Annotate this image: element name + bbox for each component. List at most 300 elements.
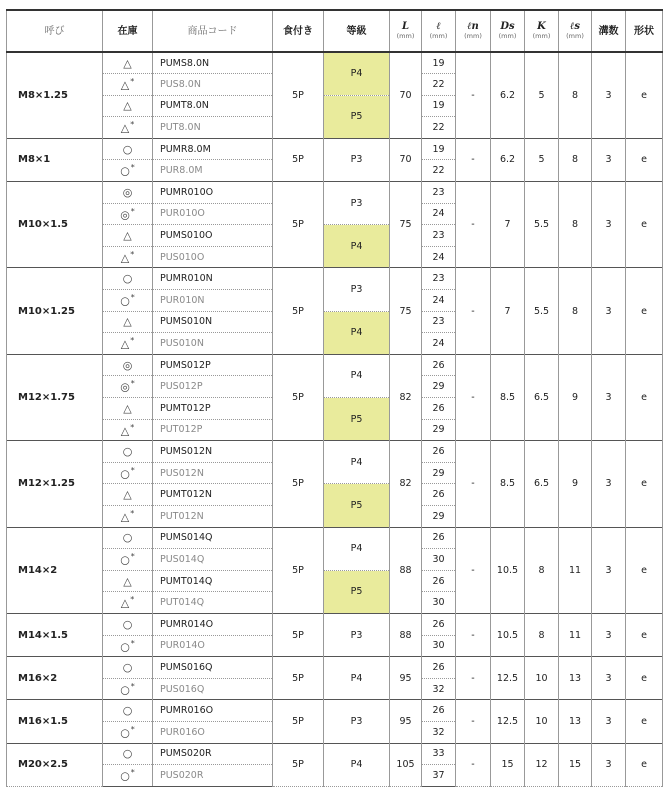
stock-note-star: * [130,595,135,605]
l-value: 19 [422,138,456,160]
stock-symbol: ◎ [122,185,133,199]
stock-note-star: * [130,552,135,562]
ln-value: - [456,613,491,656]
ls-value: 11 [559,613,592,656]
Ds-value: 10.5 [491,613,525,656]
stock-symbol: ◎ [120,381,130,395]
flutes-value: 3 [592,657,626,700]
stock-symbol: ○ [122,704,133,718]
l-value: 19 [422,95,456,117]
grade-value: P4 [324,52,390,95]
spec-body [7,52,663,787]
stock-note-star: * [130,724,135,734]
header-Ds-symbol: Ds [500,21,515,33]
stock-symbol: △ [120,121,130,135]
header-K-symbol: K [537,21,546,33]
l-value: 26 [422,613,456,635]
stock-symbol: △ [123,56,132,70]
ln-value: - [456,52,491,138]
stock-mark [103,484,153,506]
stock-note-star: * [130,163,135,173]
table-row [7,268,663,290]
K-value: 6.5 [525,441,559,527]
stock-symbol: △ [120,424,130,438]
stock-symbol: △ [123,315,132,329]
grade-value: P4 [324,311,390,354]
stock-note-star: * [130,508,135,518]
stock-mark [103,549,153,571]
L-value: 105 [390,743,422,787]
stock-mark [103,721,153,743]
stock-mark [103,333,153,355]
product-code: PUS8.0N [153,74,273,96]
stock-note-star: * [130,422,135,432]
grade-value: P5 [324,570,390,613]
grade-value: P3 [324,700,390,743]
shape-value: e [626,657,663,700]
stock-symbol: ○ [120,726,130,740]
product-code: PUR010N [153,290,273,312]
stock-mark [103,419,153,441]
L-value: 70 [390,52,422,138]
L-value: 75 [390,182,422,268]
product-code: PUMS014Q [153,527,273,549]
K-value: 6.5 [525,354,559,440]
table-row [7,138,663,160]
size-name: M14×2 [7,527,103,613]
l-value: 32 [422,721,456,743]
size-name: M20×2.5 [7,743,103,787]
grade-value: P3 [324,138,390,181]
K-value: 5.5 [525,182,559,268]
product-code: PUS012P [153,376,273,398]
table-row [7,354,663,376]
K-value: 12 [525,743,559,787]
grade-value: P4 [324,527,390,570]
stock-note-star: * [130,120,135,130]
header-L-unit: (mm) [396,32,415,41]
Ds-value: 7 [491,182,525,268]
stock-symbol: ○ [122,142,133,156]
stock-symbol: ○ [120,467,130,481]
ln-value: - [456,138,491,181]
L-value: 82 [390,354,422,440]
Ds-value: 6.2 [491,52,525,138]
product-code: PUR010O [153,203,273,225]
product-code: PUMS010O [153,225,273,247]
header-ln-unit: (mm) [464,32,482,41]
stock-symbol: ○ [122,272,133,286]
product-code: PUS020R [153,765,273,787]
stock-symbol: ○ [120,294,130,308]
K-value: 10 [525,700,559,743]
stock-mark [103,160,153,182]
stock-mark [103,657,153,679]
l-value: 26 [422,527,456,549]
stock-symbol: △ [123,574,132,588]
l-value: 32 [422,678,456,700]
feed-value: 5P [273,657,324,700]
header-ln [456,10,491,52]
stock-note-star: * [130,465,135,475]
l-value: 24 [422,290,456,312]
header-row [7,10,663,52]
product-code: PUMT014Q [153,570,273,592]
shape-value: e [626,613,663,656]
K-value: 8 [525,527,559,613]
K-value: 5.5 [525,268,559,354]
feed-value: 5P [273,138,324,181]
stock-note-star: * [130,336,135,346]
stock-symbol: △ [123,401,132,415]
header-K [525,10,559,52]
product-code: PUT8.0N [153,117,273,139]
stock-mark [103,311,153,333]
product-code: PUMR010N [153,268,273,290]
l-value: 26 [422,398,456,420]
ls-value: 8 [559,138,592,181]
product-code: PUMS012N [153,441,273,463]
Ds-value: 15 [491,743,525,787]
header-l-symbol: ℓ [436,21,441,33]
ln-value: - [456,182,491,268]
table-row [7,657,663,679]
stock-mark [103,613,153,635]
product-code: PUMS010N [153,311,273,333]
L-value: 70 [390,138,422,181]
L-value: 95 [390,657,422,700]
K-value: 8 [525,613,559,656]
flutes-value: 3 [592,268,626,354]
L-value: 75 [390,268,422,354]
stock-symbol: △ [120,251,130,265]
shape-value: e [626,354,663,440]
grade-value: P4 [324,354,390,397]
spec-table [6,9,663,787]
stock-mark [103,678,153,700]
stock-symbol: △ [120,596,130,610]
header-grade: 等級 [324,10,390,52]
l-value: 26 [422,441,456,463]
l-value: 30 [422,635,456,657]
product-code: PUMR016O [153,700,273,722]
stock-mark [103,570,153,592]
stock-note-star: * [130,638,135,648]
ln-value: - [456,743,491,787]
ls-value: 13 [559,657,592,700]
Ds-value: 8.5 [491,441,525,527]
stock-mark [103,117,153,139]
feed-value: 5P [273,354,324,440]
stock-symbol: △ [120,510,130,524]
l-value: 33 [422,743,456,765]
header-name: 呼び [7,10,103,52]
feed-value: 5P [273,182,324,268]
product-code: PUMR8.0M [153,138,273,160]
product-code: PUMT8.0N [153,95,273,117]
l-value: 22 [422,74,456,96]
stock-note-star: * [130,293,135,302]
stock-mark [103,95,153,117]
grade-value: P5 [324,484,390,527]
stock-symbol: ○ [120,769,130,783]
l-value: 19 [422,52,456,74]
ls-value: 9 [559,354,592,440]
l-value: 26 [422,570,456,592]
size-name: M8×1 [7,138,103,181]
header-Ds [491,10,525,52]
size-name: M16×2 [7,657,103,700]
K-value: 10 [525,657,559,700]
feed-value: 5P [273,743,324,787]
stock-mark [103,765,153,787]
ls-value: 15 [559,743,592,787]
product-code: PUS010O [153,246,273,268]
ls-value: 9 [559,441,592,527]
stock-note-star: * [130,206,135,216]
header-l [422,10,456,52]
grade-value: P3 [324,268,390,311]
stock-mark [103,398,153,420]
stock-symbol: ○ [122,617,133,631]
feed-value: 5P [273,441,324,527]
header-shape: 形状 [626,10,663,52]
L-value: 88 [390,527,422,613]
shape-value: e [626,52,663,138]
table-row [7,700,663,722]
ls-value: 8 [559,268,592,354]
l-value: 30 [422,549,456,571]
Ds-value: 12.5 [491,657,525,700]
header-ls-unit: (mm) [566,32,584,41]
Ds-value: 12.5 [491,700,525,743]
stock-mark [103,74,153,96]
stock-symbol: ○ [122,444,133,458]
shape-value: e [626,138,663,181]
flutes-value: 3 [592,527,626,613]
product-code: PUMS012P [153,354,273,376]
stock-mark [103,441,153,463]
stock-symbol: △ [120,78,130,92]
table-row [7,52,663,74]
stock-mark [103,290,153,312]
header-ls-symbol: ℓs [570,21,580,33]
product-code: PUS012N [153,462,273,484]
size-name: M10×1.5 [7,182,103,268]
product-code: PUR014O [153,635,273,657]
ls-value: 13 [559,700,592,743]
grade-value: P3 [324,182,390,225]
shape-value: e [626,527,663,613]
feed-value: 5P [273,700,324,743]
stock-mark [103,246,153,268]
stock-symbol: ○ [120,683,130,697]
K-value: 5 [525,52,559,138]
stock-symbol: ○ [120,640,130,654]
stock-symbol: ◎ [122,358,133,372]
l-value: 30 [422,592,456,614]
l-value: 26 [422,354,456,376]
stock-mark [103,52,153,74]
product-code: PUMR010O [153,182,273,204]
ln-value: - [456,700,491,743]
flutes-value: 3 [592,700,626,743]
size-name: M8×1.25 [7,52,103,138]
stock-symbol: ○ [120,553,130,567]
ln-value: - [456,441,491,527]
l-value: 23 [422,182,456,204]
flutes-value: 3 [592,354,626,440]
header-L [390,10,422,52]
stock-mark [103,592,153,614]
product-code: PUT012P [153,419,273,441]
stock-symbol: ○ [122,747,133,761]
size-name: M10×1.25 [7,268,103,354]
stock-mark [103,268,153,290]
flutes-value: 3 [592,182,626,268]
stock-mark [103,138,153,160]
header-flutes: 溝数 [592,10,626,52]
stock-mark [103,462,153,484]
ls-value: 11 [559,527,592,613]
size-name: M12×1.75 [7,354,103,440]
stock-mark [103,505,153,527]
l-value: 24 [422,246,456,268]
ls-value: 8 [559,182,592,268]
product-code: PUS014Q [153,549,273,571]
feed-value: 5P [273,527,324,613]
table-row [7,527,663,549]
shape-value: e [626,743,663,787]
table-row [7,743,663,765]
product-code: PUMS020R [153,743,273,765]
shape-value: e [626,700,663,743]
feed-value: 5P [273,52,324,138]
l-value: 26 [422,657,456,679]
Ds-value: 6.2 [491,138,525,181]
size-name: M12×1.25 [7,441,103,527]
product-code: PUMT012N [153,484,273,506]
l-value: 23 [422,225,456,247]
l-value: 29 [422,462,456,484]
product-code: PUMS016Q [153,657,273,679]
l-value: 29 [422,376,456,398]
header-l-unit: (mm) [429,32,448,41]
stock-note-star: * [130,681,135,691]
feed-value: 5P [273,268,324,354]
stock-symbol: △ [123,229,132,243]
l-value: 37 [422,765,456,787]
header-L-symbol: L [401,21,410,33]
table-row [7,441,663,463]
ln-value: - [456,268,491,354]
flutes-value: 3 [592,613,626,656]
grade-value: P5 [324,398,390,441]
stock-symbol: ○ [120,165,130,179]
stock-symbol: ◎ [120,208,130,222]
K-value: 5 [525,138,559,181]
header-stock: 在庫 [103,10,153,52]
stock-mark [103,354,153,376]
header-ls [559,10,592,52]
shape-value: e [626,268,663,354]
product-code: PUS010N [153,333,273,355]
ls-value: 8 [559,52,592,138]
product-code: PUS016Q [153,678,273,700]
header-code: 商品コード [153,10,273,52]
l-value: 29 [422,419,456,441]
stock-symbol: △ [120,337,130,351]
flutes-value: 3 [592,138,626,181]
Ds-value: 10.5 [491,527,525,613]
feed-value: 5P [273,613,324,656]
ln-value: - [456,527,491,613]
product-code: PUMR014O [153,613,273,635]
L-value: 95 [390,700,422,743]
flutes-value: 3 [592,743,626,787]
flutes-value: 3 [592,52,626,138]
product-code: PUR8.0M [153,160,273,182]
stock-note-star: * [130,768,135,778]
stock-mark [103,182,153,204]
L-value: 82 [390,441,422,527]
l-value: 24 [422,203,456,225]
ln-value: - [456,657,491,700]
stock-mark [103,700,153,722]
table-row [7,613,663,635]
Ds-value: 8.5 [491,354,525,440]
l-value: 26 [422,484,456,506]
shape-value: e [626,441,663,527]
stock-mark [103,743,153,765]
product-code: PUT012N [153,505,273,527]
grade-value: P5 [324,95,390,138]
l-value: 22 [422,160,456,182]
product-code: PUR016O [153,721,273,743]
grade-value: P4 [324,743,390,787]
stock-symbol: ○ [122,660,133,674]
header-K-unit: (mm) [532,32,551,41]
stock-note-star: * [130,77,135,87]
grade-value: P4 [324,657,390,700]
product-code: PUMS8.0N [153,52,273,74]
stock-mark [103,527,153,549]
table-row [7,182,663,204]
grade-value: P3 [324,613,390,656]
size-name: M16×1.5 [7,700,103,743]
flutes-value: 3 [592,441,626,527]
shape-value: e [626,182,663,268]
stock-symbol: ○ [122,531,133,545]
l-value: 24 [422,333,456,355]
l-value: 23 [422,311,456,333]
l-value: 26 [422,700,456,722]
ln-value: - [456,354,491,440]
l-value: 23 [422,268,456,290]
stock-symbol: △ [123,99,132,113]
grade-value: P4 [324,225,390,268]
product-code: PUMT012P [153,398,273,420]
stock-note-star: * [130,379,135,389]
l-value: 22 [422,117,456,139]
stock-mark [103,635,153,657]
grade-value: P4 [324,441,390,484]
size-name: M14×1.5 [7,613,103,656]
l-value: 29 [422,505,456,527]
header-Ds-unit: (mm) [498,32,517,41]
Ds-value: 7 [491,268,525,354]
header-feed: 食付き [273,10,324,52]
